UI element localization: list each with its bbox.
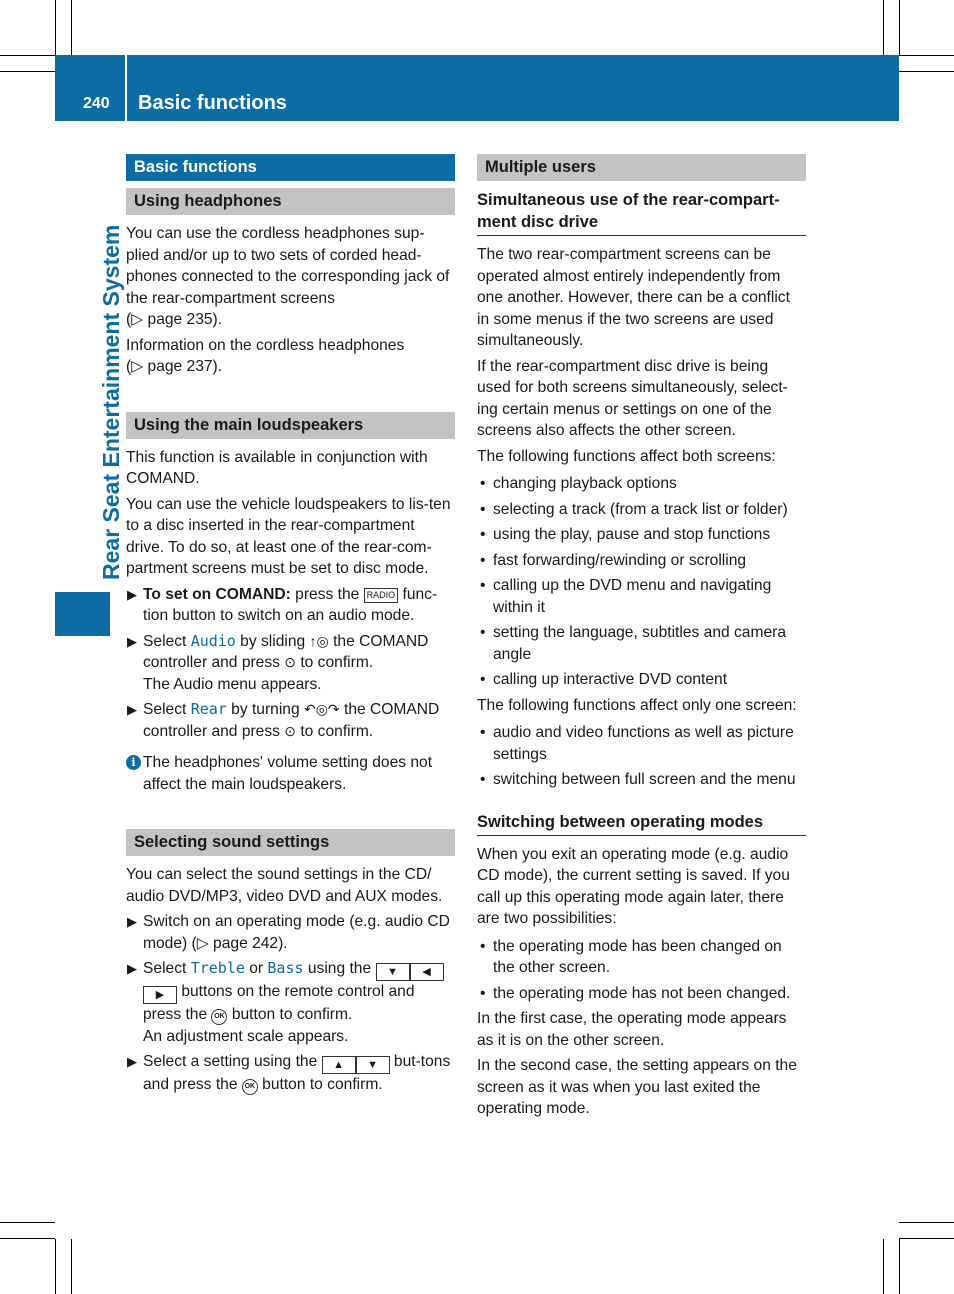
instruction-step xyxy=(126,1051,455,1096)
down-button-icon: ▼ xyxy=(376,963,410,981)
bullet-icon: • xyxy=(480,475,486,492)
step-text: or xyxy=(244,960,268,977)
paragraph: The following functions affect only one screen: xyxy=(477,696,797,714)
spacer xyxy=(477,795,806,811)
subheading-simultaneous-use: Simultaneous use of the rear-compart-ment disc drive xyxy=(477,189,806,236)
crop-mark xyxy=(0,55,55,56)
step-text: button to confirm. xyxy=(227,1006,353,1023)
subheading-switching-modes: Switching between operating modes xyxy=(477,811,806,836)
paragraph: You can select the sound settings in the CD/ audio DVD/MP3, video DVD and AUX modes. xyxy=(126,866,443,905)
paragraph: In the first case, the operating mode appears as it is on the other screen. xyxy=(477,1010,787,1049)
step-text: press the xyxy=(290,585,364,603)
paragraph: This function is available in conjunction with COMAND. xyxy=(126,448,428,487)
press-controller-icon: ⊙ xyxy=(284,654,297,670)
list-item-text: using the play, pause and stop functions xyxy=(493,526,771,543)
page-reference-link[interactable]: (▷ page 235). xyxy=(126,311,223,328)
list-item-text: fast forwarding/rewinding or scrolling xyxy=(493,551,747,569)
slide-controller-icon: ↑◎ xyxy=(309,632,329,649)
step-text: func-tion button to switch on an audio mode. xyxy=(143,585,438,624)
step-result: The Audio menu appears. xyxy=(143,675,322,693)
step-text: buttons on the remote control and press the xyxy=(143,983,415,1023)
crop-mark xyxy=(899,1239,900,1294)
list-item-text: selecting a track (from a track list or folder) xyxy=(493,500,788,518)
paragraph: When you exit an operating mode (e.g. audio CD mode), the current setting is saved. If you call up this operating mode again later, there are two possibilities: xyxy=(477,845,790,927)
crop-mark xyxy=(899,1222,954,1223)
instruction-step xyxy=(126,631,455,696)
list-item-text: the operating mode has not been changed. xyxy=(493,984,791,1002)
crop-mark xyxy=(883,1239,884,1294)
paragraph-text: You can use the cordless headphones sup-plied and/or up to two sets of corded head-phones connected to the corresponding jack of the rear-compartment screens xyxy=(126,225,450,307)
step-text: Select xyxy=(143,960,191,977)
bullet-list xyxy=(477,936,806,1005)
ok-button-icon: OK xyxy=(211,1009,227,1025)
list-item xyxy=(477,575,806,618)
crop-mark xyxy=(0,71,55,72)
step-text: by turning xyxy=(226,701,304,718)
list-item-text: setting the language, subtitles and camera angle xyxy=(493,624,787,663)
menu-item-audio: Audio xyxy=(190,631,236,650)
heading-sound-settings: Selecting sound settings xyxy=(126,829,455,856)
list-item xyxy=(477,550,806,572)
turn-controller-icon: ↶◎↷ xyxy=(303,701,340,717)
paragraph-text: Information on the cordless headphones xyxy=(126,336,405,354)
list-item xyxy=(477,622,806,665)
bullet-icon: • xyxy=(480,500,486,518)
step-label: To set on COMAND: xyxy=(143,585,291,603)
step-arrow-icon: ▶ xyxy=(127,961,137,976)
step-text: Select xyxy=(143,632,191,650)
step-text: Select a setting using the xyxy=(143,1053,322,1070)
instruction-step xyxy=(126,958,455,1047)
page-number: 240 xyxy=(83,95,110,112)
crop-mark xyxy=(883,0,884,55)
page-header xyxy=(55,55,899,121)
heading-using-headphones: Using headphones xyxy=(126,188,455,215)
step-text: the COMAND controller and press xyxy=(143,701,440,740)
press-controller-icon: ⊙ xyxy=(284,722,297,739)
list-item xyxy=(477,473,806,495)
paragraph: The two rear-compartment screens can be operated almost entirely independently from one another. However, there can be a conflict in some menus if the two screens are used simultaneously. xyxy=(477,246,790,349)
list-item xyxy=(477,983,806,1005)
bullet-icon: • xyxy=(480,577,486,594)
paragraph xyxy=(126,223,455,331)
bullet-icon: • xyxy=(480,937,486,955)
section-title: Basic functions xyxy=(126,154,455,181)
chapter-tab-marker xyxy=(55,592,110,636)
bullet-icon: • xyxy=(480,724,486,741)
instruction-step xyxy=(126,584,455,627)
crop-mark xyxy=(899,0,900,55)
info-icon: i xyxy=(126,755,141,770)
list-item xyxy=(477,936,806,979)
crop-mark xyxy=(0,1222,55,1223)
spacer xyxy=(126,799,455,829)
up-button-icon: ▲ xyxy=(322,1056,356,1074)
list-item xyxy=(477,524,806,546)
page-reference-link[interactable]: (▷ page 237). xyxy=(126,358,223,375)
right-button-icon: ▶ xyxy=(143,986,177,1004)
paragraph: In the second case, the setting appears on the screen as it was when you last exited the operating mode. xyxy=(477,1057,797,1117)
ok-button-icon: OK xyxy=(242,1079,258,1095)
step-text: to confirm. xyxy=(296,654,374,671)
header-divider xyxy=(125,55,127,121)
bullet-icon: • xyxy=(480,984,486,1002)
step-text: but-tons and press the xyxy=(143,1053,451,1093)
list-item xyxy=(477,722,806,765)
step-result: An adjustment scale appears. xyxy=(143,1027,349,1045)
page-title: Basic functions xyxy=(138,92,287,114)
step-text: button to confirm. xyxy=(257,1076,383,1093)
list-item-text: calling up the DVD menu and navigating within it xyxy=(493,577,772,616)
spacer xyxy=(126,382,455,412)
step-arrow-icon: ▶ xyxy=(127,914,137,929)
step-arrow-icon: ▶ xyxy=(127,633,137,649)
list-item xyxy=(477,769,806,791)
crop-mark xyxy=(71,0,72,55)
radio-key-icon: RADIO xyxy=(364,588,399,603)
menu-item-rear: Rear xyxy=(190,700,227,718)
paragraph: The following functions affect both screens: xyxy=(477,447,776,465)
bullet-icon: • xyxy=(480,526,486,543)
bullet-icon: • xyxy=(480,551,486,569)
instruction-step xyxy=(126,699,455,742)
step-arrow-icon: ▶ xyxy=(127,702,137,717)
menu-item-bass: Bass xyxy=(267,959,304,977)
step-arrow-icon: ▶ xyxy=(127,586,137,602)
crop-mark xyxy=(899,1238,954,1239)
heading-multiple-users: Multiple users xyxy=(477,154,806,181)
crop-mark xyxy=(71,1239,72,1294)
step-text: to confirm. xyxy=(296,722,374,740)
right-column xyxy=(477,154,806,1124)
step-text: Select xyxy=(143,701,191,718)
list-item xyxy=(477,499,806,521)
step-text: the COMAND controller and press xyxy=(143,632,429,671)
step-text: using the xyxy=(303,960,376,977)
bullet-list xyxy=(477,473,806,691)
menu-item-treble: Treble xyxy=(190,959,245,977)
bullet-icon: • xyxy=(480,624,486,641)
list-item-text: changing playback options xyxy=(493,475,677,492)
paragraph xyxy=(126,335,455,378)
list-item-text: switching between full screen and the menu xyxy=(493,771,796,788)
crop-mark xyxy=(55,0,56,55)
crop-mark xyxy=(0,1238,55,1239)
info-note xyxy=(126,752,455,795)
list-item xyxy=(477,669,806,691)
list-item-text: the operating mode has been changed on the other screen. xyxy=(493,937,782,976)
crop-mark xyxy=(899,71,954,72)
chapter-tab-label: Rear Seat Entertainment System xyxy=(98,224,124,580)
step-text: by sliding xyxy=(235,632,310,650)
info-text: The headphones' volume setting does not affect the main loudspeakers. xyxy=(143,754,433,793)
bullet-icon: • xyxy=(480,771,486,788)
crop-mark xyxy=(899,55,954,56)
bullet-list xyxy=(477,722,806,791)
step-arrow-icon: ▶ xyxy=(127,1054,137,1069)
left-column xyxy=(126,154,455,1100)
step-text: Switch on an operating mode (e.g. audio CD mode) (▷ page 242). xyxy=(143,913,450,952)
instruction-step xyxy=(126,911,455,954)
heading-main-loudspeakers: Using the main loudspeakers xyxy=(126,412,455,439)
list-item-text: calling up interactive DVD content xyxy=(493,671,728,688)
down-button-icon: ▼ xyxy=(356,1056,390,1074)
crop-mark xyxy=(55,1239,56,1294)
bullet-icon: • xyxy=(480,671,486,688)
paragraph: You can use the vehicle loudspeakers to lis-ten to a disc inserted in the rear-compartment drive. To do so, at least one of the rear-com-partment screens must be set to disc mode. xyxy=(126,495,451,577)
list-item-text: audio and video functions as well as picture settings xyxy=(493,724,794,763)
left-button-icon: ◀ xyxy=(410,963,444,981)
paragraph: If the rear-compartment disc drive is being used for both screens simultaneously, select-ing certain menus or settings on one of the screens also affects the other screen. xyxy=(477,357,788,439)
